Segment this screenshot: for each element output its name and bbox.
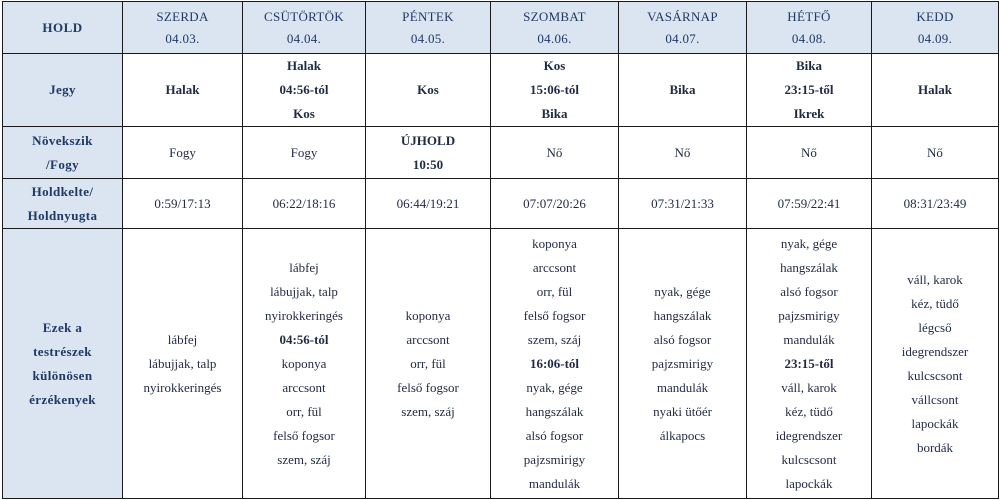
cell-line: 23:15-től <box>784 355 834 371</box>
day-name: VASÁRNAP <box>647 8 718 24</box>
label-line: Növekszik <box>32 132 93 148</box>
cell-line: koponya <box>405 307 451 323</box>
day-name: PÉNTEK <box>402 8 454 24</box>
cell-line: ÚJHOLD <box>400 132 456 148</box>
day-date: 04.06. <box>537 30 572 46</box>
holdkelte-row <box>3 179 999 229</box>
cell-line: váll, karok <box>781 379 837 395</box>
cell-line: alsó fogsor <box>653 331 712 347</box>
cell-line: pajzsmirigy <box>778 307 840 323</box>
day-name: CSÜTÖRTÖK <box>264 8 344 24</box>
testreszek-cell <box>872 229 999 499</box>
cell-line: idegrendszer <box>775 427 843 443</box>
label-line: Holdkelte/ <box>31 183 94 199</box>
cell-line: vállcsont <box>911 391 959 407</box>
cell-line: Fogy <box>169 144 196 160</box>
jegy-cell <box>243 54 366 127</box>
cell-line: koponya <box>532 235 577 251</box>
testreszek-row <box>3 229 999 499</box>
testreszek-cell <box>366 229 491 499</box>
label-line: Holdnyugta <box>27 207 98 223</box>
cell-line: felső fogsor <box>273 427 335 443</box>
cell-line: Fogy <box>290 144 318 160</box>
cell-line: Halak <box>165 82 200 97</box>
cell-line: lábujjak, talp <box>148 355 217 371</box>
cell-line: felső fogsor <box>523 307 586 323</box>
cell-line: hangszálak <box>780 259 838 275</box>
novekszik-cell <box>491 127 619 179</box>
cell-line: orr, fül <box>410 355 446 371</box>
jegy-row <box>3 54 999 127</box>
novekszik-cell <box>747 127 872 179</box>
label-line: érzékenyek <box>29 391 96 407</box>
holdkelte-cell <box>619 179 747 229</box>
cell-line: arccsont <box>406 331 450 347</box>
cell-line: 07:31/21:33 <box>651 195 714 211</box>
novekszik-cell <box>243 127 366 179</box>
label-line: testrészek <box>33 343 92 359</box>
day-header <box>872 2 999 54</box>
row-label-holdkelte <box>3 179 123 229</box>
holdkelte-cell <box>747 179 872 229</box>
cell-line: álkapocs <box>659 427 706 443</box>
day-header <box>747 2 872 54</box>
cell-line: váll, karok <box>907 271 963 287</box>
novekszik-cell <box>123 127 243 179</box>
jegy-cell <box>491 54 619 127</box>
cell-line: Halak <box>918 82 952 97</box>
day-date: 04.04. <box>286 30 322 46</box>
holdkelte-cell <box>123 179 243 229</box>
cell-line: orr, fül <box>536 283 573 299</box>
cell-line: légcső <box>918 319 952 335</box>
cell-line: lábujjak, talp <box>270 283 338 299</box>
jegy-cell <box>747 54 872 127</box>
day-date: 04.07. <box>665 30 700 46</box>
day-header <box>366 2 491 54</box>
day-date: 04.05. <box>410 30 446 46</box>
cell-line: pajzsmirigy <box>651 355 714 371</box>
cell-line: alsó fogsor <box>525 427 584 443</box>
holdkelte-cell <box>243 179 366 229</box>
row-label-testreszek <box>3 229 123 499</box>
cell-line: orr, fül <box>286 403 322 419</box>
label-line: Ezek a <box>42 319 83 335</box>
cell-line: nyirokkeringés <box>265 307 343 323</box>
testreszek-cell <box>747 229 872 499</box>
cell-line: 07:59/22:41 <box>777 195 841 211</box>
cell-line: koponya <box>281 355 327 371</box>
cell-line: 08:31/23:49 <box>903 195 967 211</box>
cell-line: 06:44/19:21 <box>396 195 460 211</box>
day-date: 04.09. <box>917 30 953 46</box>
testreszek-cell <box>619 229 747 499</box>
moon-calendar-table <box>2 1 999 499</box>
cell-line: lapockák <box>911 415 959 431</box>
cell-line: 07:07/20:26 <box>523 195 586 211</box>
day-name: KEDD <box>916 8 954 24</box>
label-line: /Fogy <box>45 156 80 172</box>
day-header <box>123 2 243 54</box>
cell-line: Bika <box>795 58 822 73</box>
cell-line: alsó fogsor <box>780 283 838 299</box>
cell-line: mandulák <box>528 475 581 491</box>
cell-line: nyaki ütőér <box>653 403 712 419</box>
cell-line: idegrendszer <box>901 343 969 359</box>
day-name: SZOMBAT <box>523 8 586 24</box>
testreszek-cell <box>123 229 243 499</box>
cell-line: nyirokkeringés <box>143 379 222 395</box>
holdkelte-cell <box>872 179 999 229</box>
cell-line: Kos <box>543 58 566 73</box>
cell-line: kéz, tüdő <box>785 403 833 419</box>
holdkelte-cell <box>366 179 491 229</box>
cell-line: szem, száj <box>277 451 331 467</box>
holdkelte-cell <box>491 179 619 229</box>
cell-line: Nő <box>546 144 563 160</box>
day-header <box>243 2 366 54</box>
row-label-jegy: Jegy <box>3 54 123 127</box>
cell-line: 23:15-től <box>784 82 834 97</box>
cell-line: 06:22/18:16 <box>272 195 336 211</box>
cell-line: mandulák <box>656 379 709 395</box>
cell-line: szem, száj <box>527 331 582 347</box>
header-row <box>3 2 999 54</box>
cell-line: nyak, gége <box>526 379 583 395</box>
cell-line: lábfej <box>289 259 319 275</box>
cell-line: hangszálak <box>525 403 584 419</box>
cell-line: Ikrek <box>793 106 825 121</box>
cell-line: arccsont <box>282 379 326 395</box>
hold-header: HOLD <box>3 2 123 54</box>
cell-line: Bika <box>541 106 568 121</box>
novekszik-row <box>3 127 999 179</box>
row-label-novekszik <box>3 127 123 179</box>
cell-line: szem, száj <box>401 403 455 419</box>
cell-line: bordák <box>916 439 954 455</box>
cell-line: 10:50 <box>412 156 444 172</box>
cell-line: kulcscsont <box>781 451 837 467</box>
cell-line: 15:06-tól <box>529 82 580 97</box>
jegy-cell <box>366 54 491 127</box>
day-date: 04.08. <box>791 30 827 46</box>
cell-line: kulcscsont <box>907 367 963 383</box>
cell-line: Nő <box>801 144 817 160</box>
cell-line: mandulák <box>783 331 835 347</box>
day-header <box>491 2 619 54</box>
cell-line: felső fogsor <box>397 379 459 395</box>
day-header <box>619 2 747 54</box>
day-name: SZERDA <box>156 8 209 24</box>
cell-line: 04:56-tól <box>279 331 329 347</box>
cell-line: 0:59/17:13 <box>154 195 211 211</box>
cell-line: Kos <box>417 82 439 97</box>
testreszek-cell <box>491 229 619 499</box>
cell-line: Nő <box>674 144 691 160</box>
novekszik-cell <box>619 127 747 179</box>
cell-line: Bika <box>669 82 696 97</box>
cell-line: Halak <box>287 58 321 73</box>
testreszek-cell <box>243 229 366 499</box>
novekszik-cell <box>366 127 491 179</box>
cell-line: kéz, tüdő <box>911 295 959 311</box>
cell-line: Nő <box>927 144 943 160</box>
jegy-cell <box>619 54 747 127</box>
cell-line: hangszálak <box>653 307 712 323</box>
jegy-cell <box>123 54 243 127</box>
cell-line: 04:56-tól <box>279 82 329 97</box>
day-name: HÉTFŐ <box>787 8 831 24</box>
cell-line: nyak, gége <box>780 235 838 251</box>
cell-line: nyak, gége <box>654 283 711 299</box>
cell-line: Kos <box>293 106 315 121</box>
label-line: különösen <box>32 367 93 383</box>
novekszik-cell <box>872 127 999 179</box>
cell-line: lábfej <box>167 331 198 347</box>
cell-line: lapockák <box>785 475 833 491</box>
day-date: 04.03. <box>165 30 200 46</box>
cell-line: arccsont <box>532 259 577 275</box>
cell-line: pajzsmirigy <box>523 451 586 467</box>
jegy-cell <box>872 54 999 127</box>
cell-line: 16:06-tól <box>529 355 580 371</box>
